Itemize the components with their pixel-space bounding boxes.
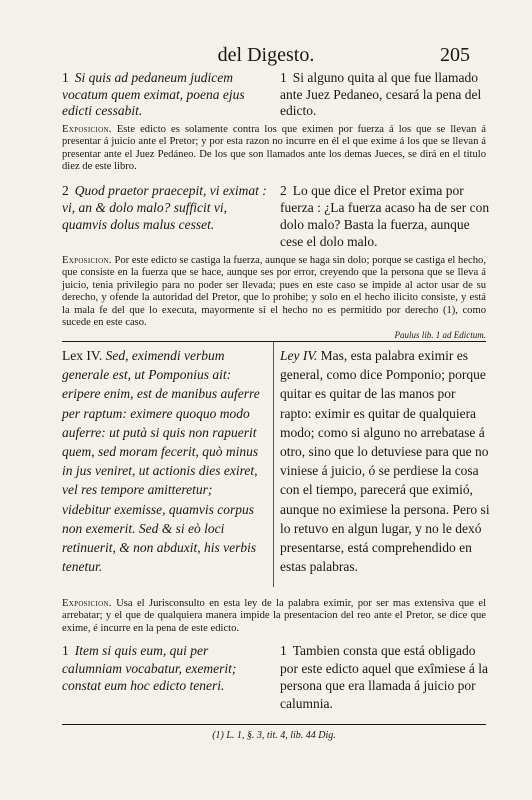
exposicion-text: Por este edicto se castiga la fuerza, aunque se haga sin dolo; porque se castiga el hecho, que consiste en la fuerza que se hace, aunque ses por error, creyendo que la persona que se lleva á juicio, tenia privilegio para no poder ser llevada; pues en este caso se impide al actor usar de su derecho, y ofende la autoridad del Pretor, que lo prohibe; y solo en el hecho ilicito consiste, y está la mala fe del que lo executa, mayormente si el hecho no es permitido por derecho (1), como sucede en este caso.: [62, 255, 486, 329]
paragraph-number: 2: [280, 183, 287, 198]
footnote-rule: [62, 724, 486, 725]
exposicion-2: [62, 255, 486, 329]
exposicion-label: Exposicion.: [62, 598, 112, 609]
spanish-paragraph-2: [280, 182, 490, 250]
spanish-text: Tambien consta que está obligado por este edicto aquel que exîmiese á la persona que era llamada á juicio por calumnia.: [280, 643, 489, 711]
section-2: [62, 182, 490, 252]
spanish-text: Si alguno quita al que fue llamado ante Juez Pedaneo, cesará la pena del edicto.: [280, 70, 482, 118]
exposicion-text: Usa el Jurisconsulto en esta ley de la palabra eximir, por ser mas extensiva que el arrebatar; y el que de qualquiera manera impide la presentacion del reo ante el Pretor, se dice que exime, é incurre en la pena de este edicto.: [62, 598, 486, 634]
spanish-text: Lo que dice el Pretor exima por fuerza : ¿La fuerza acaso ha de ser con dolo malo? Basta la fuerza, aunque cese el dolo malo.: [280, 183, 490, 249]
latin-text: Sed, eximendi verbum generale est, ut Pomponius ait: eripere enim, est de manibus auferre per raptum: eximere quoquo modo auferre: ut putà si quis non rapuerit quem, sed moram fecerit, quò minus in jus veniret, ut actionis dies exiret, vel res tempore amitteretur; videbitur exemisse, quamvis corpus non exemerit. Sed & si eò loci retinuerit, & non abduxit, his verbis tenetur.: [62, 348, 260, 575]
spanish-paragraph-3: [280, 642, 490, 712]
exposicion-label: Exposicion.: [62, 255, 112, 266]
paragraph-number: 2: [62, 183, 69, 198]
lex-4: [62, 346, 490, 586]
footnote: (1) L. 1, §. 3, tit. 4, lib. 44 Dig.: [212, 730, 336, 741]
spanish-text: Mas, esta palabra eximir es general, como dice Pomponio; porque quitar es quitar de las manos por rapto: eximir es quitar de qualquiera modo; como si alguno no arrebatase á otro, sino que lo detuviese para que no viniese á juicio, ó se perdiese la cosa con el tiempo, parecerá que eximió, aunque no eximiese la persona. Pero si lo retuvo en algun lugar, y no le dexó presentarse, está comprehendido en estas palabras.: [280, 348, 490, 575]
section-3: [62, 642, 489, 716]
lex-4-spanish: [280, 346, 490, 576]
paragraph-number: 1: [280, 70, 287, 85]
lex-label: Lex IV.: [62, 348, 103, 363]
exposicion-1: [62, 124, 486, 174]
paragraph-number: 1: [280, 643, 287, 658]
section-divider: [62, 341, 486, 342]
spanish-paragraph-1: [280, 70, 490, 120]
latin-paragraph-3: [62, 642, 267, 695]
ley-label: Ley IV.: [280, 348, 318, 363]
latin-text: Si quis ad pedaneum judicem vocatum quem eximat, poena ejus edicti cessabit.: [62, 70, 245, 118]
section-1: [62, 70, 482, 122]
latin-text: Item si quis eum, qui per calumniam vocabatur, exemerit; constat eum hoc edicto teneri.: [62, 643, 237, 693]
page-header: [0, 44, 532, 70]
source-citation: Paulus lib. 1 ad Edictum.: [394, 330, 486, 340]
latin-paragraph-1: [62, 70, 267, 120]
page-number: 205: [440, 44, 470, 66]
paragraph-number: 1: [62, 70, 69, 85]
paragraph-number: 1: [62, 643, 69, 658]
lex-4-latin: [62, 346, 262, 576]
exposicion-label: Exposicion.: [62, 124, 112, 135]
running-title: del Digesto.: [217, 44, 315, 66]
latin-paragraph-2: [62, 182, 267, 233]
exposicion-3: [62, 598, 486, 635]
exposicion-text: Este edicto es solamente contra los que eximen por fuerza á los que se llevan á presentar á juicio ante el Pretor; y por esta razon no incurre en él el que exime á los que se llevan á presentar ante el Juez Pedáneo. De los que son llamados ante los demas Jueces, se dirá en el titulo diez de este libro.: [62, 124, 486, 173]
latin-text: Quod praetor praecepit, vi eximat : vi, an & dolo malo? sufficit vi, quamvis dolus malus cesset.: [62, 183, 267, 232]
